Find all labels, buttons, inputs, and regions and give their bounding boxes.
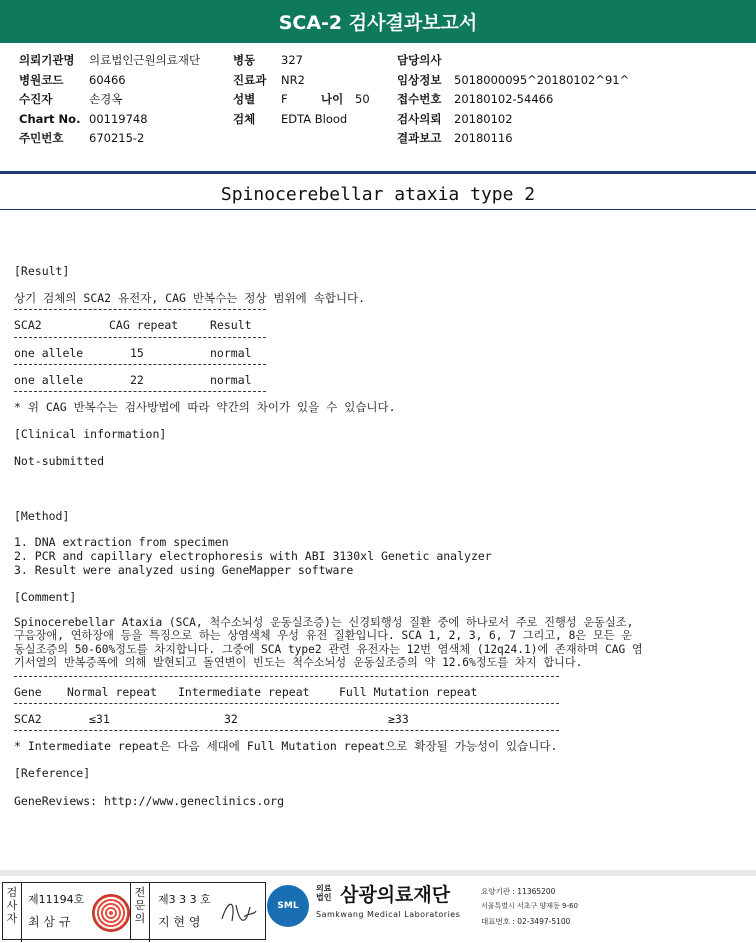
age-label: 나이 <box>321 92 344 106</box>
gene-row-normal: ≤31 <box>89 712 110 726</box>
patient-info-col3 <box>397 51 629 149</box>
info-value: 20180102 <box>454 111 513 126</box>
gene-row-full: ≥33 <box>388 712 409 726</box>
org-logo-badge: SML <box>277 901 299 911</box>
reviewer-cell <box>150 883 264 939</box>
org-phone: 대표번호 : 02-3497-5100 <box>481 917 571 926</box>
info-label: 성별 <box>233 92 256 106</box>
org-logo-icon <box>267 885 309 927</box>
result-row-result: normal <box>210 346 252 360</box>
info-label: 병원코드 <box>19 72 64 87</box>
info-label: 검사의뢰 <box>397 111 442 126</box>
info-value: 손경옥 <box>89 92 123 106</box>
comment-line: Spinocerebellar Ataxia (SCA, 척수소뇌성 운동실조증)는 신경퇴행성 질환 중에 하나로서 주로 진행성 운동실조, <box>14 616 634 629</box>
method-heading: [Method] <box>14 509 70 523</box>
document-title: Spinocerebellar ataxia type 2 <box>220 184 536 205</box>
report-title: SCA-2 검사결과보고서 <box>278 12 478 34</box>
signature-mark <box>218 895 258 927</box>
table-divider <box>14 309 266 310</box>
reviewer-name: 지 현 영 <box>158 915 201 929</box>
info-value: 20180102-54466 <box>454 92 554 106</box>
info-label: 주민번호 <box>19 131 64 145</box>
table-divider <box>14 730 559 731</box>
info-value: 00119748 <box>89 111 148 126</box>
comment-line: 구음장애, 연하장애 등을 특징으로 하는 상염색체 우성 유전 질환입니다. SCA 1, 2, 3, 6, 7 그리고, 8은 모든 운 <box>14 629 633 642</box>
result-table-header-repeat: CAG repeat <box>109 318 179 332</box>
footer-divider <box>0 870 756 876</box>
seal-stamp <box>92 894 130 932</box>
clinical-heading: [Clinical information] <box>14 427 167 441</box>
comment-heading: [Comment] <box>14 590 77 604</box>
reference-text: GeneReviews: http://www.geneclinics.org <box>14 794 285 808</box>
result-table-header-result: Result <box>210 318 252 332</box>
info-label: 담당의사 <box>397 53 442 67</box>
info-label: 결과보고 <box>397 131 442 145</box>
gene-row-gene: SCA2 <box>14 712 42 726</box>
divider <box>0 171 756 174</box>
result-row-allele: one allele <box>14 373 84 387</box>
result-row-repeat: 22 <box>130 373 144 387</box>
result-row-result: normal <box>210 373 252 387</box>
table-divider <box>14 364 266 365</box>
method-line: 3. Result were analyzed using GeneMapper software <box>14 563 354 577</box>
comment-line: 기서열의 반복증폭에 의해 발현되고 돌연변이 빈도는 척수소뇌성 운동실조증의 약 12.6%정도를 차지 합니다. <box>14 656 583 669</box>
info-value: EDTA Blood <box>281 111 348 126</box>
org-name: 삼광의료재단 <box>340 884 451 906</box>
info-value: NR2 <box>281 72 305 87</box>
gene-table-header-gene: Gene <box>14 685 42 699</box>
result-row-repeat: 15 <box>130 346 144 360</box>
divider <box>0 209 756 210</box>
org-address: 서울특별시 서초구 양재동 9-60 <box>481 902 578 910</box>
info-label: 임상정보 <box>397 72 442 87</box>
result-row-allele: one allele <box>14 346 84 360</box>
info-value: 327 <box>281 53 303 67</box>
table-divider <box>14 676 559 677</box>
clinical-text: Not-submitted <box>14 454 105 468</box>
age-value: 50 <box>355 92 370 106</box>
tester-label: 검사자 <box>3 883 22 942</box>
table-divider <box>14 703 559 704</box>
info-label: 접수번호 <box>397 92 442 106</box>
method-line: 1. DNA extraction from specimen <box>14 535 229 549</box>
comment-line: 동실조증의 50-60%정도를 차지합니다. 그중에 SCA type2 관련 유전자는 12번 염색체 (12q24.1)에 존재하며 CAG 염 <box>14 643 643 656</box>
signature-box <box>2 882 266 940</box>
info-label: 의뢰기관명 <box>19 53 75 67</box>
info-value: 의료법인근원의료재단 <box>89 53 201 67</box>
method-line: 2. PCR and capillary electrophoresis with ABI 3130xl Genetic analyzer <box>14 549 492 563</box>
result-note: * 위 CAG 반복수는 검사방법에 따라 약간의 차이가 있을 수 있습니다. <box>14 400 396 414</box>
gene-table-header-intermediate: Intermediate repeat <box>178 685 310 699</box>
result-sentence: 상기 검체의 SCA2 유전자, CAG 반복수는 정상 범위에 속합니다. <box>14 291 365 305</box>
tester-license-no: 제11194호 <box>28 893 85 906</box>
info-value: 20180116 <box>454 131 513 145</box>
gene-row-intermediate: 32 <box>224 712 238 726</box>
result-table-header-gene: SCA2 <box>14 318 42 332</box>
info-label: 검체 <box>233 111 256 126</box>
reviewer-label: 전문의 <box>131 883 150 942</box>
gene-note: * Intermediate repeat은 다음 세대에 Full Mutation repeat으로 확장될 가능성이 있습니다. <box>14 739 558 753</box>
info-label: 수진자 <box>19 92 53 106</box>
gene-table-header-full: Full Mutation repeat <box>339 685 478 699</box>
report-header <box>0 0 756 43</box>
tester-name: 최 삼 규 <box>28 915 71 929</box>
reviewer-license-no: 제3 3 3 호 <box>158 893 211 906</box>
patient-info-col2 <box>233 51 370 129</box>
info-value: 60466 <box>89 72 126 87</box>
info-value: F <box>281 92 288 106</box>
patient-info-col1 <box>19 51 200 149</box>
org-code: 요양기관 : 11365200 <box>481 887 556 896</box>
table-divider <box>14 391 266 392</box>
tester-cell <box>22 883 131 939</box>
info-value: 670215-2 <box>89 131 145 145</box>
result-heading: [Result] <box>14 264 70 278</box>
org-english-name: Samkwang Medical Laboratories <box>316 910 461 919</box>
org-prefix: 의료법인 <box>316 884 332 902</box>
table-divider <box>14 337 266 338</box>
info-label: Chart No. <box>19 111 81 126</box>
gene-table-header-normal: Normal repeat <box>67 685 158 699</box>
info-label: 진료과 <box>233 72 267 87</box>
reference-heading: [Reference] <box>14 766 91 780</box>
info-label: 병동 <box>233 53 256 67</box>
info-value: 5018000095^20180102^91^ <box>454 72 630 87</box>
